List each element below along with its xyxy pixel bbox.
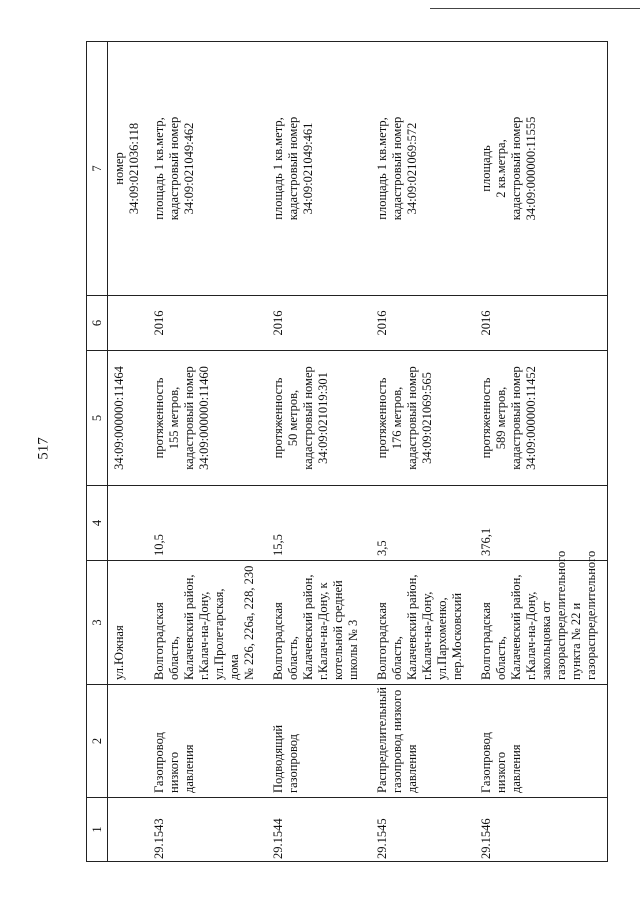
length-cell: протяженность 50 метров, кадастровый номер 34:09:021019:301 — [271, 366, 330, 470]
area-cell: 15,5 — [271, 534, 285, 556]
length-cell: 34:09:000000:11464 — [112, 366, 126, 470]
note-cell: площадь 1 кв.метр, кадастровый номер 34:09:021049:461 — [271, 116, 315, 221]
table-row — [265, 42, 369, 862]
header-row — [87, 42, 108, 862]
address-cell: Волгоградская область, Калачевский район, г.Калач-на-Дону, ул.Пархоменко, пер.Московский — [375, 574, 464, 680]
row-id: 29.1545 — [375, 818, 389, 859]
column-header: 1 — [87, 798, 108, 862]
column-header: 3 — [87, 561, 108, 685]
year-cell: 2016 — [152, 310, 166, 336]
table-row — [146, 42, 265, 862]
note-cell: площадь 1 кв.метр, кадастровый номер 34:09:021069:572 — [375, 116, 419, 221]
column-header: 2 — [87, 685, 108, 798]
table-row — [369, 42, 473, 862]
year-cell: 2016 — [271, 310, 285, 336]
note-cell: площадь 1 кв.метр, кадастровый номер 34:09:021049:462 — [152, 116, 196, 221]
length-cell: протяженность 176 метров, кадастровый номер 34:09:021069:565 — [375, 366, 434, 470]
area-cell: 10,5 — [152, 534, 166, 556]
page-number: 517 — [35, 437, 52, 460]
address-cell: Волгоградская область, Калачевский район, г.Калач-на-Дону, ул.Пролетарская, дома № 226, 226а, 228, 230 — [152, 565, 256, 680]
column-header: 4 — [87, 486, 108, 561]
row-id: 29.1546 — [479, 818, 493, 859]
row-id: 29.1543 — [152, 818, 166, 859]
note-cell: номер 34:09:021036:118 — [112, 122, 141, 215]
address-cell: Волгоградская область, Калачевский район, г.Калач-на-Дону, закольцовка от газораспределительного пункта № 22 и газораспределительного — [479, 550, 598, 680]
top-rule — [430, 8, 640, 9]
year-cell: 2016 — [479, 310, 493, 336]
object-name: Распределительный газопровод низкого давления — [375, 687, 419, 793]
address-cell: ул.Южная — [112, 625, 126, 680]
object-name: Подводящий газопровод — [271, 724, 300, 793]
length-cell: протяженность 155 метров, кадастровый номер 34:09:000000:11460 — [152, 366, 211, 470]
row-id: 29.1544 — [271, 818, 285, 859]
registry-table — [86, 41, 608, 862]
object-name: Газопровод низкого давления — [152, 732, 196, 793]
area-cell: 376,1 — [479, 527, 493, 556]
address-cell: Волгоградская область, Калачевский район, г.Калач-на-Дону, к котельной средней школы № 3 — [271, 574, 360, 680]
note-cell: площадь 2 кв.метра, кадастровый номер 34:09:000000:11555 — [479, 116, 538, 221]
column-header: 6 — [87, 296, 108, 351]
year-cell: 2016 — [375, 310, 389, 336]
object-name: Газопровод низкого давления — [479, 732, 523, 793]
column-header: 7 — [87, 42, 108, 296]
table-row — [473, 42, 608, 862]
column-header: 5 — [87, 351, 108, 486]
length-cell: протяженность 589 метров, кадастровый номер 34:09:000000:11452 — [479, 366, 538, 470]
area-cell: 3,5 — [375, 540, 389, 556]
rotated-table-container — [86, 42, 598, 862]
continuation-row — [108, 42, 147, 862]
